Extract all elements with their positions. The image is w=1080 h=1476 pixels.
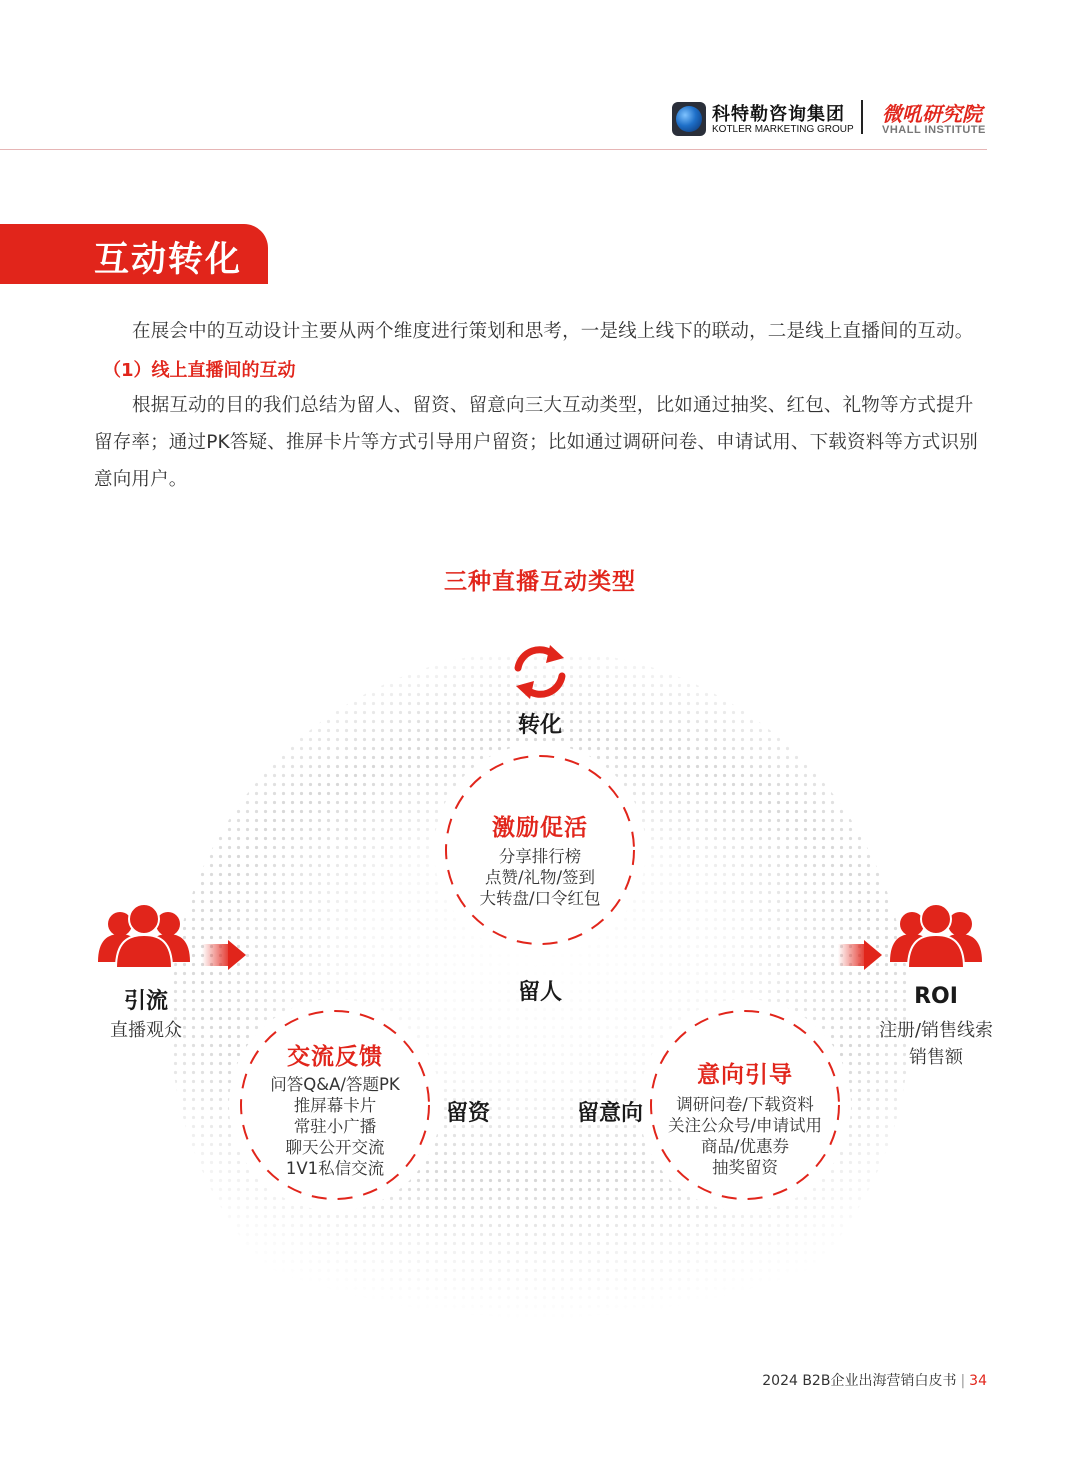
vhall-logo: 微吼研究院 bbox=[882, 102, 982, 126]
vhall-en: VHALL INSTITUTE bbox=[882, 124, 986, 136]
list-item: 大转盘/口令红包 bbox=[479, 889, 601, 908]
intent-list bbox=[635, 1094, 855, 1178]
sub-heading: （1）线上直播间的互动 bbox=[103, 360, 296, 381]
list-item: 商品/优惠券 bbox=[700, 1137, 790, 1156]
roi-line1: 注册/销售线索 bbox=[878, 1020, 994, 1041]
intent-label: 留意向 bbox=[576, 1101, 643, 1126]
incentive-title: 激励促活 bbox=[492, 815, 588, 841]
kotler-logo bbox=[672, 102, 706, 136]
header-divider bbox=[861, 100, 863, 134]
body-paragraph: 根据互动的目的我们总结为留人、留资、留意向三大互动类型，比如通过抽奖、红包、礼物等方式提升留存率；通过PK答疑、推屏卡片等方式引导用户留资；比如通过调研问卷、申请试用、下载资料等方式识别意向用户。 bbox=[94, 395, 978, 490]
kotler-name: 科特勒咨询集团 bbox=[712, 104, 845, 125]
leads-label: 留资 bbox=[445, 1101, 490, 1126]
conversion-label: 转化 bbox=[517, 713, 562, 738]
people-icon-left bbox=[98, 904, 190, 968]
page-number: 34 bbox=[969, 1373, 987, 1389]
footer-divider: | bbox=[960, 1373, 966, 1389]
intent-title: 意向引导 bbox=[697, 1062, 793, 1088]
roi-line2: 销售额 bbox=[909, 1047, 963, 1068]
list-item: 抽奖留资 bbox=[712, 1158, 778, 1177]
intro-paragraph: 在展会中的互动设计主要从两个维度进行策划和思考，一是线上线下的联动，二是线上直播间的互动。 bbox=[132, 321, 974, 342]
list-item: 推屏幕卡片 bbox=[293, 1096, 377, 1115]
list-item: 分享排行榜 bbox=[498, 847, 582, 866]
list-item: 关注公众号/申请试用 bbox=[667, 1116, 823, 1135]
section-title: 互动转化 bbox=[94, 240, 243, 280]
list-item: 1V1私信交流 bbox=[285, 1159, 385, 1178]
kotler-en: KOTLER MARKETING GROUP bbox=[712, 124, 854, 135]
list-item: 常驻小广播 bbox=[293, 1117, 377, 1136]
traffic-sub: 直播观众 bbox=[110, 1020, 182, 1041]
list-item: 调研问卷/下载资料 bbox=[676, 1095, 814, 1114]
roi-label: ROI bbox=[914, 984, 958, 1009]
incentive-list bbox=[440, 846, 640, 909]
people-icon-right bbox=[890, 904, 982, 968]
footer bbox=[700, 1370, 987, 1390]
diagram-title: 三种直播互动类型 bbox=[444, 569, 636, 595]
list-item: 点赞/礼物/签到 bbox=[484, 868, 596, 887]
footer-title: 2024 B2B企业出海营销白皮书 bbox=[762, 1373, 957, 1389]
feedback-list bbox=[225, 1074, 445, 1179]
list-item: 聊天公开交流 bbox=[285, 1138, 385, 1157]
feedback-title: 交流反馈 bbox=[287, 1044, 383, 1070]
list-item: 问答Q&A/答题PK bbox=[270, 1075, 400, 1094]
retain-label: 留人 bbox=[517, 980, 562, 1005]
header-rule bbox=[0, 149, 987, 150]
traffic-label: 引流 bbox=[123, 989, 168, 1014]
